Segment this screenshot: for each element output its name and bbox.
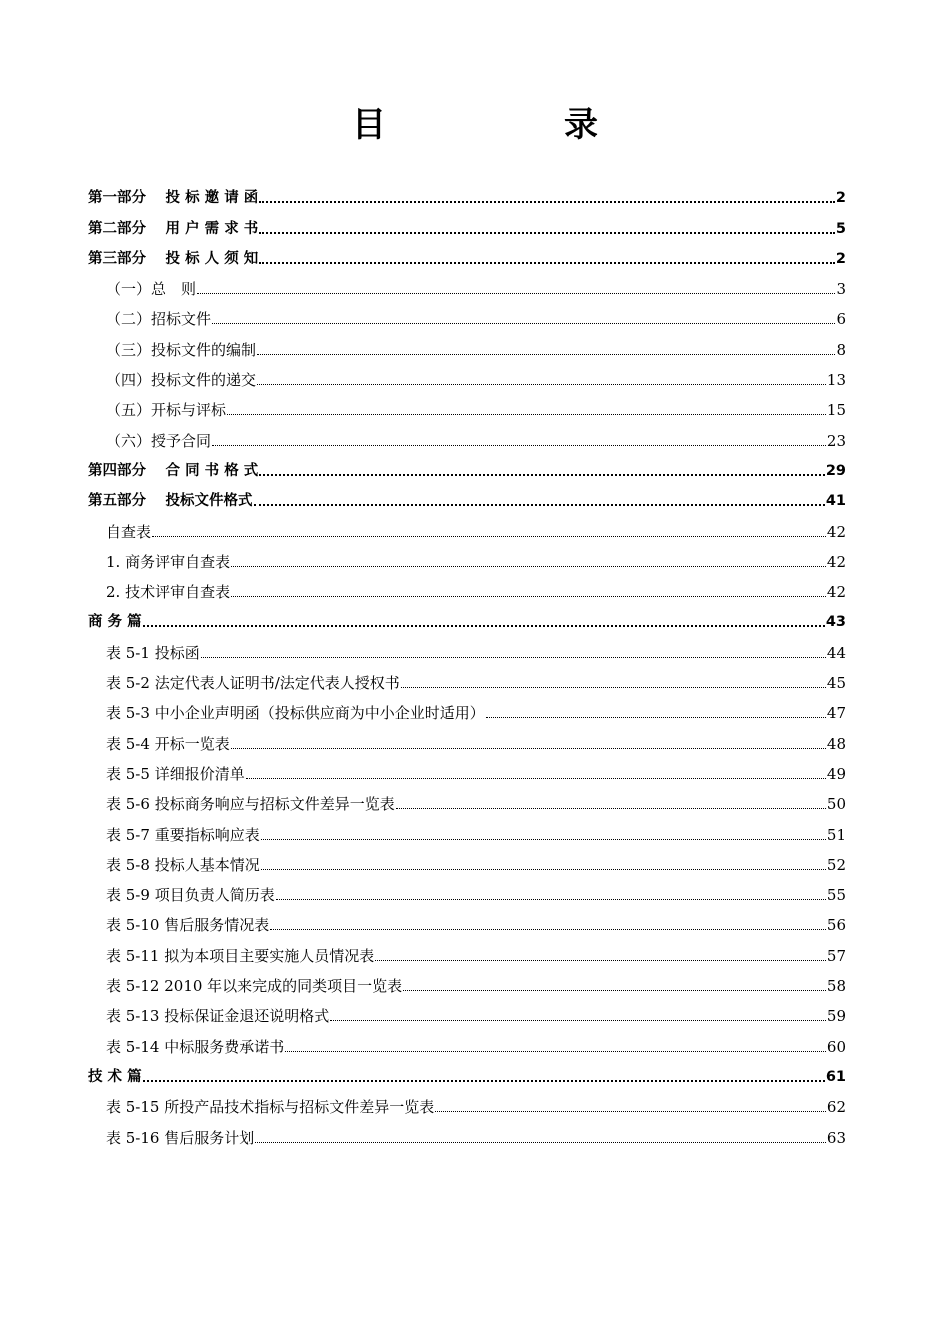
toc-dot-leader — [201, 657, 826, 658]
toc-entry-label: 表 5-5 详细报价清单 — [106, 764, 245, 783]
toc-subsection-entry[interactable] — [88, 1086, 846, 1116]
toc-section-entry[interactable] — [88, 238, 846, 268]
toc-entry-label: 1. 商务评审自查表 — [106, 552, 231, 571]
toc-page-number: 56 — [826, 916, 846, 935]
toc-entry-label: 表 5-1 投标函 — [106, 643, 200, 662]
toc-section-entry[interactable] — [88, 1056, 846, 1086]
toc-entry-label: 第一部分 投 标 邀 请 函 — [88, 190, 259, 207]
toc-entry-label: 第五部分 投标文件格式 — [88, 493, 253, 510]
toc-subsection-entry[interactable] — [88, 874, 846, 904]
toc-page-number: 55 — [826, 886, 846, 905]
toc-page-number: 43 — [825, 614, 846, 631]
toc-page-number: 45 — [826, 674, 846, 693]
toc-dot-leader — [270, 929, 826, 930]
toc-dot-leader — [259, 262, 835, 264]
toc-entry-label: （三）投标文件的编制 — [106, 340, 257, 359]
toc-page-number: 6 — [836, 310, 846, 329]
toc-entry-label: （五）开标与评标 — [106, 401, 227, 420]
toc-section-entry[interactable] — [88, 601, 846, 631]
toc-entry-label: 表 5-4 开标一览表 — [106, 734, 230, 753]
toc-dot-leader — [396, 808, 826, 809]
toc-subsection-entry[interactable] — [88, 995, 846, 1025]
toc-subsection-entry[interactable] — [88, 753, 846, 783]
toc-entry-label: 商 务 篇 — [88, 614, 142, 631]
toc-page-number: 62 — [826, 1098, 846, 1117]
toc-dot-leader — [257, 354, 835, 355]
toc-page-number: 47 — [826, 704, 846, 723]
toc-dot-leader — [231, 566, 826, 567]
toc-page-number: 60 — [826, 1037, 846, 1056]
toc-entry-label: 表 5-15 所投产品技术指标与招标文件差异一览表 — [106, 1098, 435, 1117]
toc-subsection-entry[interactable] — [88, 692, 846, 722]
toc-dot-leader — [486, 717, 826, 718]
toc-dot-leader — [227, 414, 826, 415]
toc-subsection-entry[interactable] — [88, 298, 846, 328]
toc-entry-label: 表 5-14 中标服务费承诺书 — [106, 1037, 285, 1056]
toc-subsection-entry[interactable] — [88, 844, 846, 874]
toc-subsection-entry[interactable] — [88, 389, 846, 419]
toc-dot-leader — [261, 869, 826, 870]
toc-entry-label: （六）授予合同 — [106, 431, 212, 450]
toc-subsection-entry[interactable] — [88, 783, 846, 813]
toc-dot-leader — [254, 504, 825, 506]
toc-page-number: 61 — [825, 1068, 846, 1085]
toc-subsection-entry[interactable] — [88, 419, 846, 449]
toc-entry-label: 表 5-9 项目负责人简历表 — [106, 886, 275, 905]
toc-page-number: 8 — [836, 340, 846, 359]
toc-dot-leader — [435, 1111, 826, 1112]
toc-subsection-entry[interactable] — [88, 1116, 846, 1146]
toc-subsection-entry[interactable] — [88, 934, 846, 964]
toc-dot-leader — [259, 201, 835, 203]
toc-subsection-entry[interactable] — [88, 1025, 846, 1055]
toc-subsection-entry[interactable] — [88, 541, 846, 571]
toc-page-number: 50 — [826, 795, 846, 814]
toc-entry-label: 第三部分 投 标 人 须 知 — [88, 250, 259, 267]
toc-dot-leader — [255, 1142, 826, 1143]
toc-page-number: 58 — [826, 977, 846, 996]
toc-page-number: 63 — [826, 1128, 846, 1147]
toc-entry-label: （四）投标文件的递交 — [106, 371, 257, 390]
toc-subsection-entry[interactable] — [88, 571, 846, 601]
table-of-contents — [88, 177, 846, 1147]
toc-dot-leader — [285, 1051, 826, 1052]
toc-page-number: 15 — [826, 401, 846, 420]
toc-page-number: 44 — [826, 643, 846, 662]
toc-page-number: 49 — [826, 764, 846, 783]
toc-entry-label: 第二部分 用 户 需 求 书 — [88, 220, 259, 237]
toc-page-number: 2 — [835, 190, 846, 207]
toc-page-number: 51 — [826, 825, 846, 844]
toc-dot-leader — [403, 990, 826, 991]
toc-entry-label: 表 5-11 拟为本项目主要实施人员情况表 — [106, 946, 375, 965]
toc-subsection-entry[interactable] — [88, 359, 846, 389]
toc-dot-leader — [143, 625, 825, 627]
page-title: 目 录 — [352, 105, 670, 145]
toc-dot-leader — [276, 899, 826, 900]
toc-entry-label: 自查表 — [106, 522, 152, 541]
toc-section-entry[interactable] — [88, 480, 846, 510]
toc-entry-label: 表 5-16 售后服务计划 — [106, 1128, 255, 1147]
toc-dot-leader — [212, 445, 826, 446]
toc-dot-leader — [330, 1020, 826, 1021]
toc-page-number: 2 — [835, 250, 846, 267]
toc-page-number: 48 — [826, 734, 846, 753]
toc-dot-leader — [401, 687, 826, 688]
toc-section-entry[interactable] — [88, 450, 846, 480]
toc-subsection-entry[interactable] — [88, 904, 846, 934]
toc-dot-leader — [152, 536, 826, 537]
toc-subsection-entry[interactable] — [88, 722, 846, 752]
toc-dot-leader — [143, 1080, 825, 1082]
toc-entry-label: （二）招标文件 — [106, 310, 212, 329]
toc-entry-label: 表 5-12 2010 年以来完成的同类项目一览表 — [106, 977, 403, 996]
toc-entry-label: 技 术 篇 — [88, 1068, 142, 1085]
toc-page-number: 42 — [826, 522, 846, 541]
toc-entry-label: 表 5-6 投标商务响应与招标文件差异一览表 — [106, 795, 395, 814]
toc-dot-leader — [212, 323, 835, 324]
toc-page-number: 59 — [826, 1007, 846, 1026]
toc-entry-label: 表 5-13 投标保证金退还说明格式 — [106, 1007, 330, 1026]
toc-entry-label: 表 5-3 中小企业声明函（投标供应商为中小企业时适用） — [106, 704, 485, 723]
toc-page-number: 5 — [835, 220, 846, 237]
toc-page-number: 13 — [826, 371, 846, 390]
toc-subsection-entry[interactable] — [88, 662, 846, 692]
toc-page-number: 29 — [825, 462, 846, 479]
toc-page-number: 42 — [826, 583, 846, 602]
toc-dot-leader — [259, 232, 835, 234]
toc-dot-leader — [257, 384, 826, 385]
toc-dot-leader — [231, 596, 826, 597]
toc-page-number: 52 — [826, 855, 846, 874]
toc-entry-label: 第四部分 合 同 书 格 式 — [88, 462, 259, 479]
toc-dot-leader — [231, 748, 826, 749]
toc-dot-leader — [261, 839, 826, 840]
toc-entry-label: 表 5-8 投标人基本情况 — [106, 855, 260, 874]
toc-subsection-entry[interactable] — [88, 631, 846, 661]
toc-subsection-entry[interactable] — [88, 965, 846, 995]
toc-section-entry[interactable] — [88, 207, 846, 237]
toc-page-number: 42 — [826, 552, 846, 571]
toc-dot-leader — [246, 778, 826, 779]
toc-entry-label: （一）总 则 — [106, 280, 197, 299]
toc-dot-leader — [259, 474, 825, 476]
toc-entry-label: 表 5-7 重要指标响应表 — [106, 825, 260, 844]
toc-entry-label: 表 5-2 法定代表人证明书/法定代表人授权书 — [106, 674, 400, 693]
toc-subsection-entry[interactable] — [88, 510, 846, 540]
toc-dot-leader — [375, 960, 826, 961]
toc-page-number: 23 — [826, 431, 846, 450]
toc-page-number: 3 — [836, 280, 846, 299]
toc-subsection-entry[interactable] — [88, 813, 846, 843]
toc-subsection-entry[interactable] — [88, 268, 846, 298]
toc-section-entry[interactable] — [88, 177, 846, 207]
toc-entry-label: 表 5-10 售后服务情况表 — [106, 916, 270, 935]
toc-subsection-entry[interactable] — [88, 328, 846, 358]
toc-entry-label: 2. 技术评审自查表 — [106, 583, 231, 602]
toc-page-number: 57 — [826, 946, 846, 965]
toc-page-number: 41 — [825, 493, 846, 510]
toc-dot-leader — [197, 293, 835, 294]
